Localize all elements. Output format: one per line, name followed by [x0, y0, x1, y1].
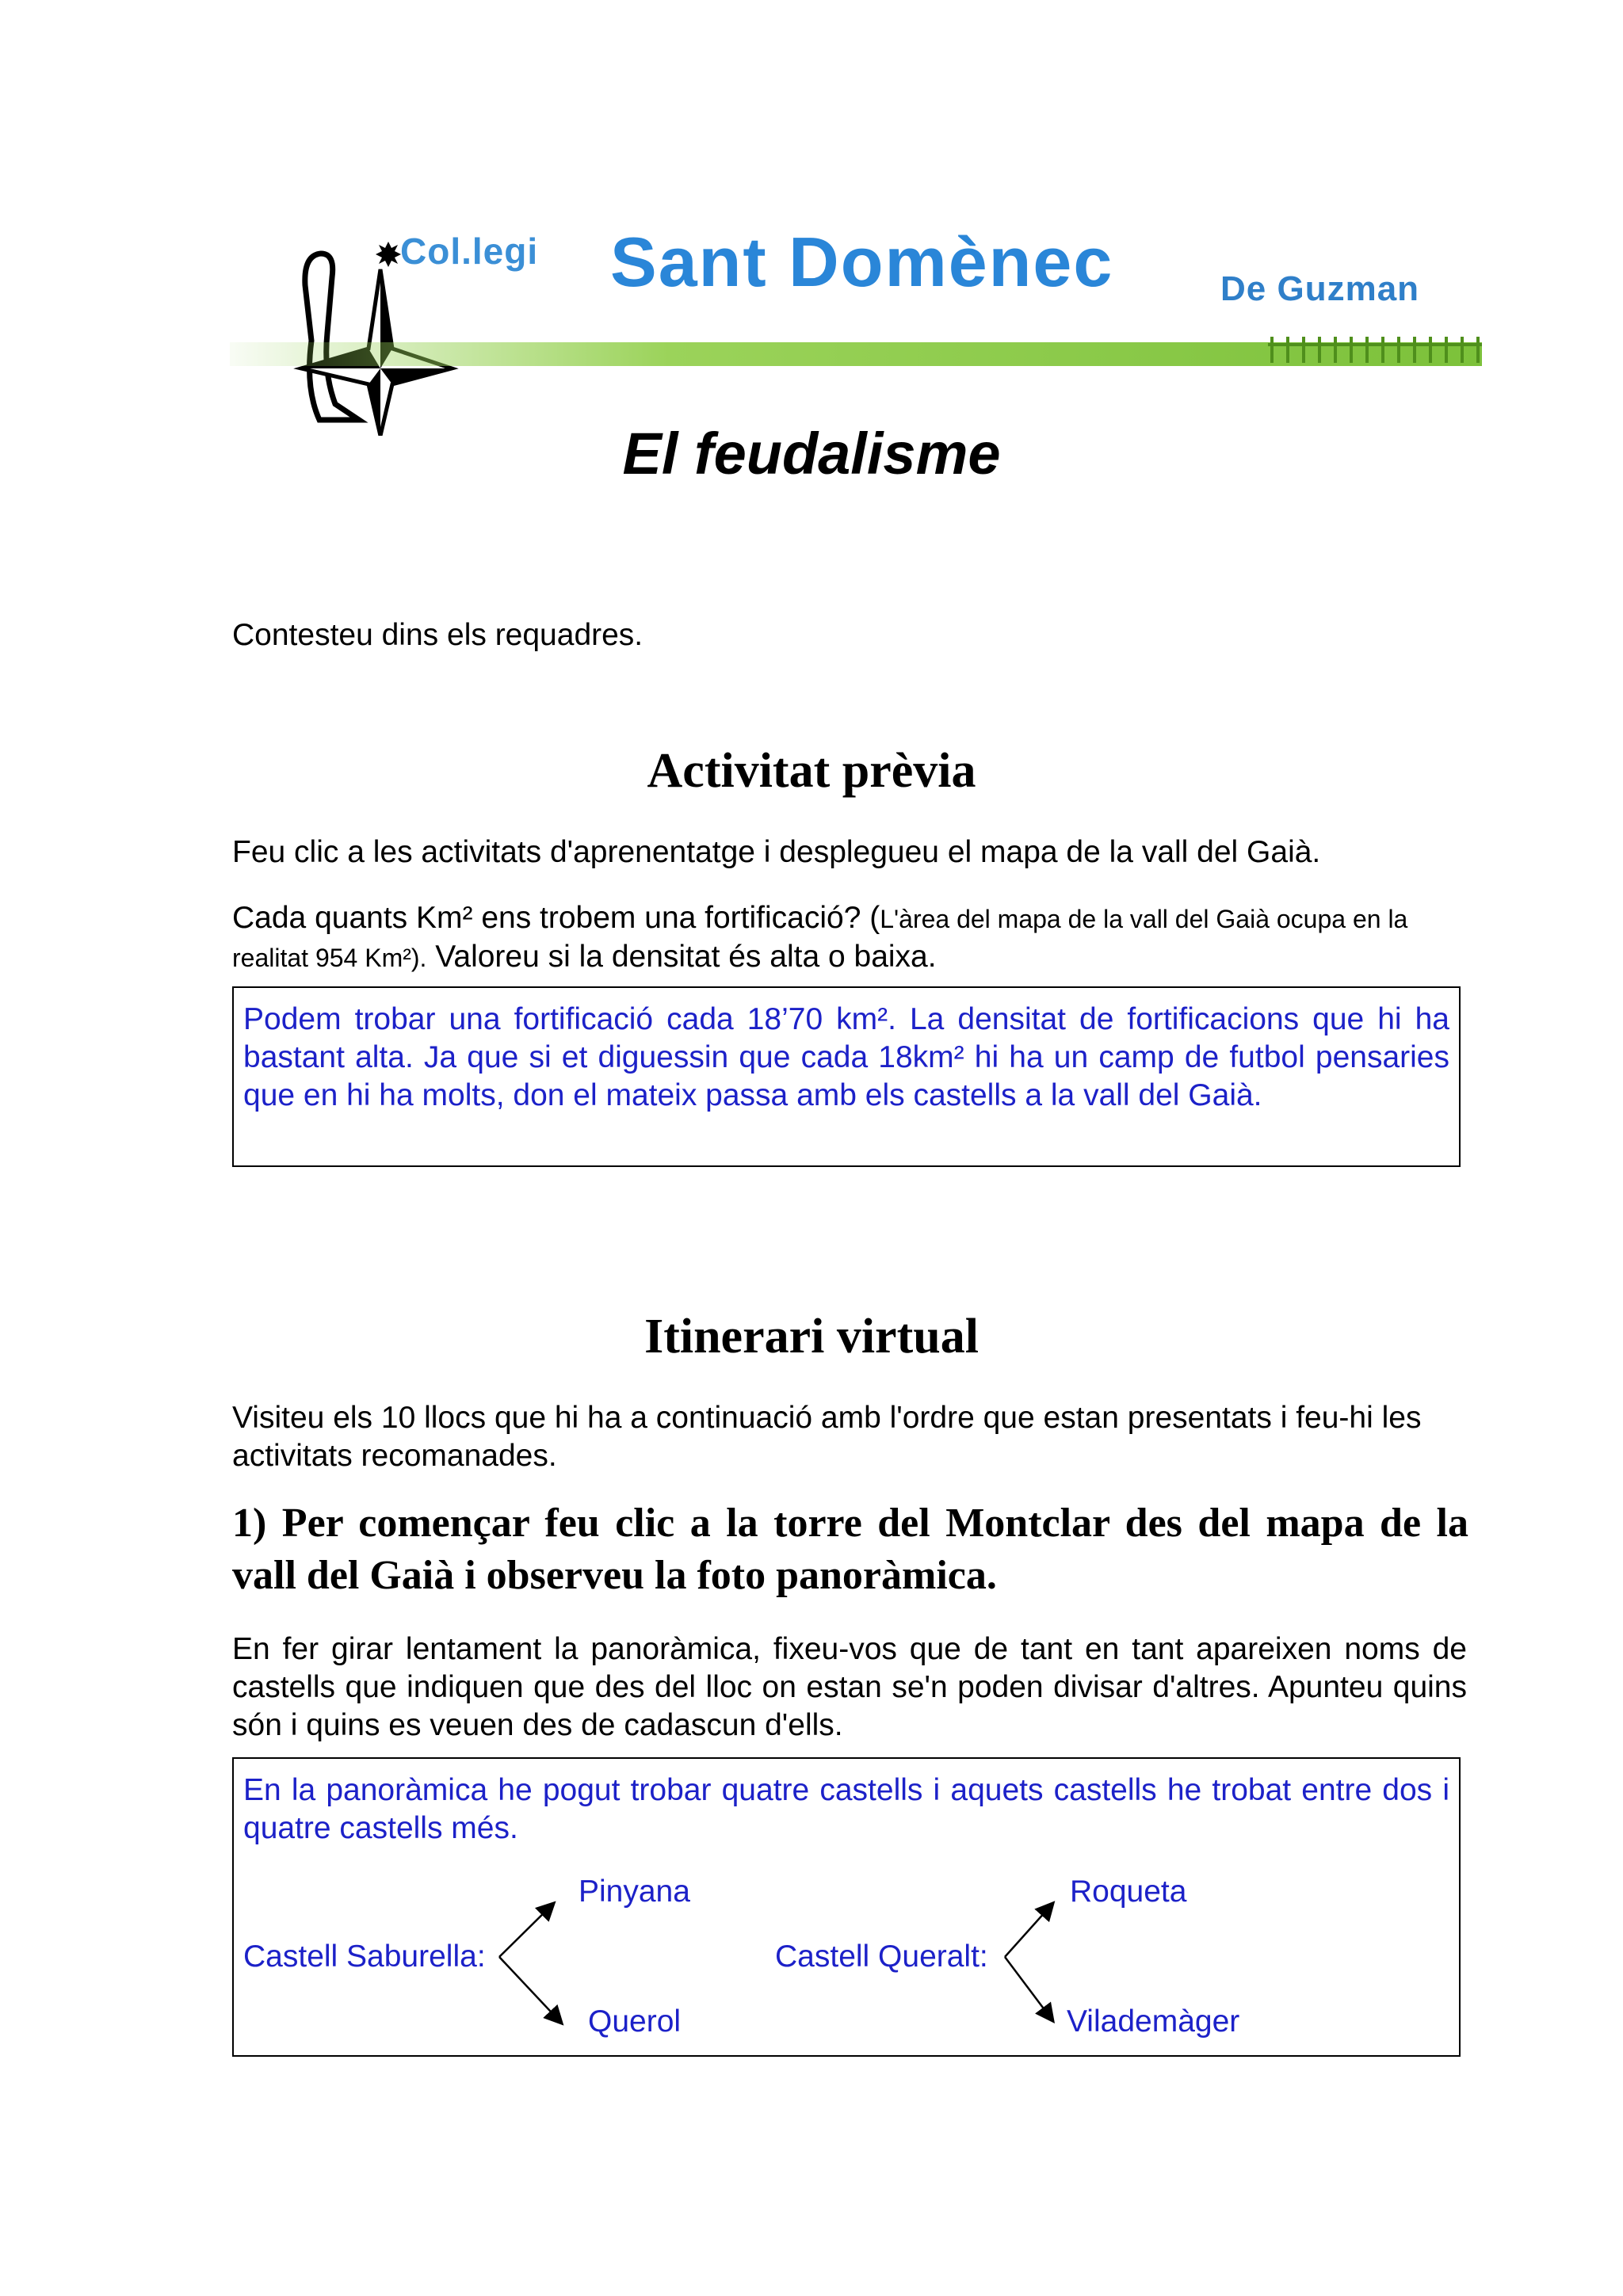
question-end-text: Valoreu si la densitat és alta o baixa.: [426, 940, 937, 974]
instructions-text: Contesteu dins els requadres.: [232, 618, 643, 652]
itinerary-instruction: Visiteu els 10 llocs que hi ha a continuació amb l'ordre que estan presentats i feu-hi les activitats recomanades.: [232, 1401, 1422, 1473]
diagram-left-source: Castell Saburella:: [243, 1939, 486, 1974]
arrow-right-top: [1005, 1904, 1052, 1957]
question-main-text: Cada quants Km² ens trobem una fortificació? (: [232, 901, 880, 935]
diagram-arrows: [234, 1759, 1462, 2058]
section-heading-activitat-previa: Activitat prèvia: [647, 744, 976, 798]
answer-text-density: Podem trobar una fortificació cada 18’70 km². La densitat de fortificacions que hi ha bastant alta. Ja que si et diguessin que cada 18km² hi ha un camp de futbol pensaries que en hi ha molts, don el mateix passa amb els castells a la vall del Gaià.: [243, 1002, 1449, 1112]
diagram-right-bottom: Vilademàger: [1067, 2004, 1240, 2039]
arrow-left-bottom: [499, 1957, 561, 2023]
diagram-left-top: Pinyana: [579, 1875, 690, 1909]
arrow-right-bottom: [1005, 1957, 1052, 2020]
question-note-text: L'àrea del mapa de la vall del Gaià ocupa en la realitat 954 Km²).: [232, 905, 1408, 972]
school-logo: [230, 206, 1482, 436]
activity-instruction: Feu clic a les activitats d'aprenentatge i desplegueu el mapa de la vall del Gaià.: [232, 835, 1321, 869]
question-density: [232, 899, 1468, 977]
logo-school-name: Sant Domènec: [610, 223, 1114, 301]
question-1-text: En fer girar lentament la panoràmica, fixeu-vos que de tant en tant apareixen noms de castells que indiquen que des del lloc on estan se'n poden divisar d'altres. Apunteu quins són i quins es veuen des de cadascun d'ells.: [232, 1632, 1467, 1742]
arrow-left-top: [499, 1904, 553, 1957]
answer-text-castles: En la panoràmica he pogut trobar quatre castells i aquets castells he trobat entre dos i quatre castells més.: [243, 1773, 1449, 1845]
diagram-left-bottom: Querol: [588, 2004, 682, 2039]
logo-collegi-text: Col.legi: [400, 231, 539, 272]
answer-box-castles[interactable]: [232, 1757, 1461, 2057]
question-1-heading: 1) Per començar feu clic a la torre del Montclar des del mapa de la vall del Gaià i observeu la foto panoràmica.: [232, 1501, 1468, 1598]
document-title: El feudalisme: [622, 421, 1001, 486]
diagram-right-top: Roqueta: [1070, 1875, 1187, 1909]
answer-box-density[interactable]: [232, 986, 1461, 1167]
section-heading-itinerari-virtual: Itinerari virtual: [644, 1310, 979, 1363]
fence-icon: [1268, 333, 1482, 364]
diagram-right-source: Castell Queralt:: [775, 1939, 988, 1974]
logo-suffix: De Guzman: [1220, 269, 1420, 308]
